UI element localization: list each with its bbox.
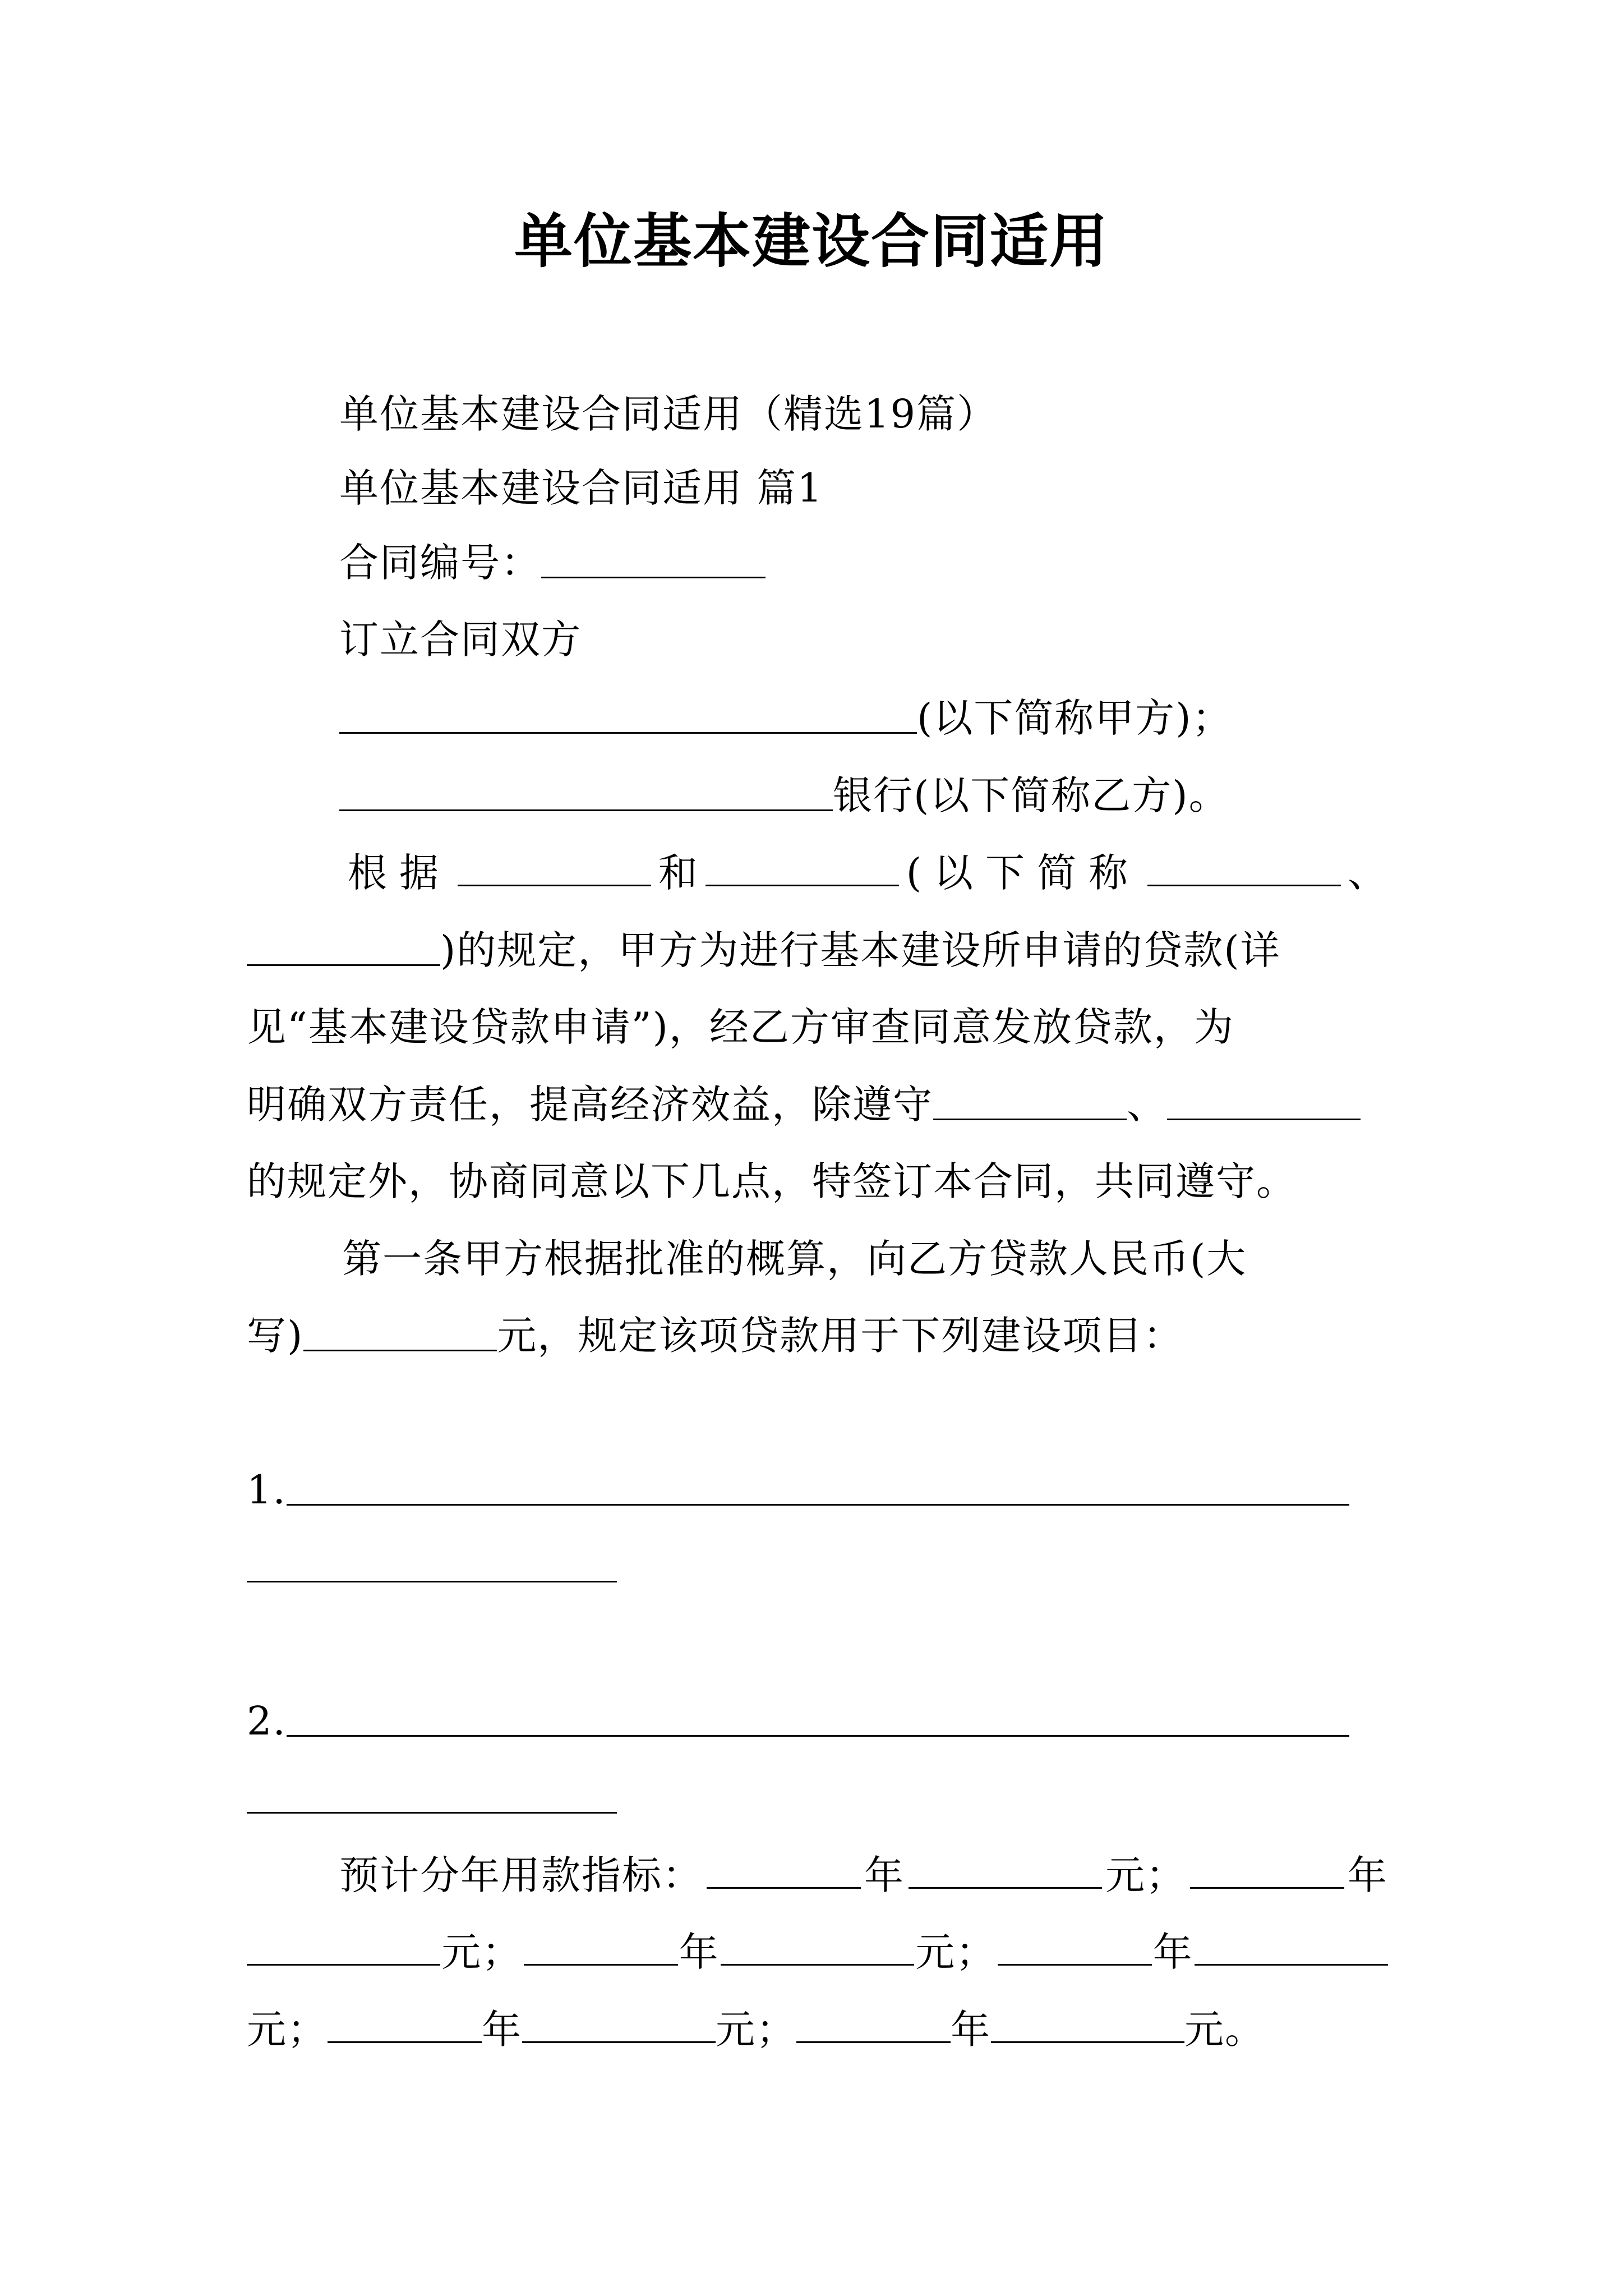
annual-year-4: 年 <box>1152 1929 1193 1975</box>
annual-label: 预计分年用款指标： <box>339 1852 703 1898</box>
para1-text-2: 和 <box>658 850 699 896</box>
annual-amount-blank-1[interactable] <box>909 1853 1102 1889</box>
section-heading: 单位基本建设合同适用 篇1 <box>339 465 823 511</box>
para1-blank-6[interactable] <box>1167 1085 1361 1120</box>
annual-year-1: 年 <box>864 1852 905 1898</box>
annual-amount-blank-3[interactable] <box>721 1930 914 1966</box>
para1-line2-text: )的规定，甲方为进行基本建设所申请的贷款(详 <box>440 927 1281 973</box>
parties-heading: 订立合同双方 <box>339 616 582 662</box>
annual-yuan-5: 元； <box>716 2007 796 2053</box>
annual-yuan-3: 元； <box>915 1929 997 1975</box>
para1-blank-5[interactable] <box>933 1085 1127 1120</box>
contract-number-row <box>339 536 766 590</box>
subtitle: 单位基本建设合同适用（精选19篇） <box>339 391 998 437</box>
item-2-row-cont <box>247 1771 617 1825</box>
para1-line3: 见“基本建设贷款申请”)，经乙方审查同意发放贷款，为 <box>247 1004 1234 1050</box>
annual-year-5: 年 <box>482 2007 522 2053</box>
para1-line5: 的规定外，协商同意以下几点，特签订本合同，共同遵守。 <box>247 1158 1297 1204</box>
annual-yuan-1: 元； <box>1105 1852 1186 1898</box>
annual-line1 <box>339 1848 1388 1902</box>
item-1-row <box>247 1463 1349 1517</box>
party-a-row <box>339 691 1233 745</box>
annual-amount-blank-5[interactable] <box>522 2008 716 2043</box>
para1-line4-sep: 、 <box>1127 1082 1167 1128</box>
para1-line4 <box>247 1078 1361 1131</box>
party-b-blank[interactable] <box>339 776 833 811</box>
para1-line2 <box>247 923 1281 977</box>
para1-text-1: 根据 <box>348 850 451 896</box>
party-b-row <box>339 769 1229 822</box>
para1-text-3: (以下简称 <box>906 850 1141 896</box>
para1-blank-4[interactable] <box>247 931 440 966</box>
document-title: 单位基本建设合同适用 <box>514 206 1109 275</box>
contract-number-blank[interactable] <box>541 543 766 578</box>
party-a-blank[interactable] <box>339 698 917 734</box>
item-2-blank-cont[interactable] <box>247 1778 617 1814</box>
annual-year-blank-4[interactable] <box>998 1930 1152 1966</box>
loan-amount-blank[interactable] <box>303 1316 497 1351</box>
item-1-label: 1. <box>247 1467 287 1513</box>
item-1-blank-cont[interactable] <box>247 1547 617 1582</box>
article1-suffix: 元，规定该项贷款用于下列建设项目： <box>497 1313 1184 1359</box>
annual-line3 <box>247 2003 1265 2056</box>
annual-year-blank-5[interactable] <box>328 2008 482 2043</box>
party-a-suffix: (以下简称甲方)； <box>917 695 1233 741</box>
annual-amount-blank-4[interactable] <box>1195 1930 1388 1966</box>
annual-yuan-end: 元。 <box>1184 2007 1265 2053</box>
para1-blank-1[interactable] <box>458 851 651 886</box>
contract-number-label: 合同编号： <box>339 540 541 586</box>
annual-amount-blank-2[interactable] <box>247 1930 440 1966</box>
para1-text-4: 、 <box>1347 850 1388 896</box>
annual-line2 <box>247 1925 1388 1979</box>
item-2-row <box>247 1694 1349 1748</box>
article1-prefix: 写) <box>247 1313 304 1359</box>
annual-year-blank-2[interactable] <box>1190 1853 1344 1889</box>
para1-blank-2[interactable] <box>706 851 899 886</box>
item-2-label: 2. <box>247 1698 287 1744</box>
para1-line1 <box>348 846 1388 900</box>
annual-year-blank-3[interactable] <box>524 1930 678 1966</box>
article1-line2 <box>247 1309 1183 1363</box>
para1-line4-text: 明确双方责任，提高经济效益，除遵守 <box>247 1082 933 1128</box>
item-1-row-cont <box>247 1540 617 1594</box>
annual-year-blank-6[interactable] <box>796 2008 951 2043</box>
item-1-blank[interactable] <box>287 1470 1349 1506</box>
item-2-blank[interactable] <box>287 1701 1349 1737</box>
annual-year-3: 年 <box>679 1929 720 1975</box>
annual-year-6: 年 <box>951 2007 991 2053</box>
annual-yuan-2: 元； <box>441 1929 523 1975</box>
article1-line1: 第一条甲方根据批准的概算，向乙方贷款人民币(大 <box>342 1236 1247 1282</box>
party-b-suffix: 银行(以下简称乙方)。 <box>833 772 1229 818</box>
annual-amount-blank-6[interactable] <box>991 2008 1184 2043</box>
para1-blank-3[interactable] <box>1147 851 1341 886</box>
annual-year-2: 年 <box>1348 1852 1388 1898</box>
annual-year-blank-1[interactable] <box>707 1853 861 1889</box>
annual-yuan-4: 元； <box>247 2007 328 2053</box>
